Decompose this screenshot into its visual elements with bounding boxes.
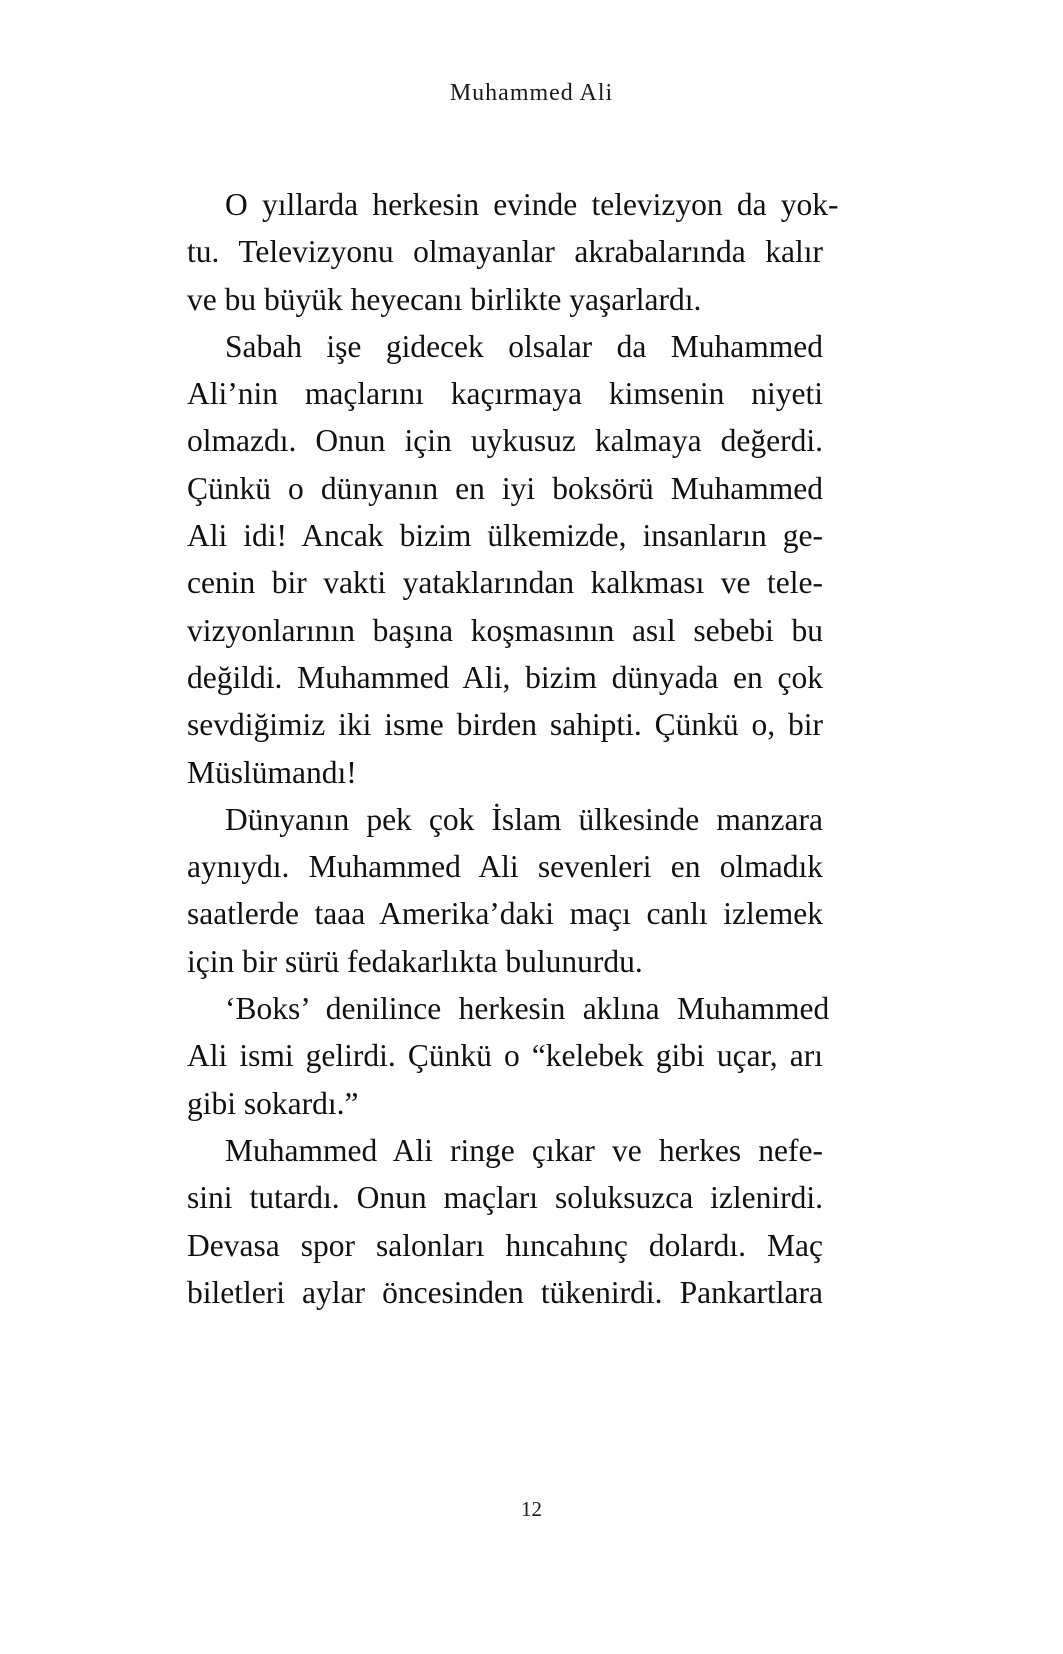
text-line: ‘Boks’ denilince herkesin aklına Muhammed bbox=[225, 991, 830, 1027]
text-line: Sabah işe gidecek olsalar da Muhammed bbox=[225, 328, 823, 364]
text-line: vizyonlarının başına koşmasının asıl sebebi bu bbox=[187, 612, 823, 648]
text-line: tu. Televizyonu olmayanlar akrabalarında kalır bbox=[187, 234, 823, 270]
text-line: Ali’nin maçlarını kaçırmaya kimsenin niyeti bbox=[187, 376, 823, 412]
text-line: Ali ismi gelirdi. Çünkü o “kelebek gibi uçar, arı bbox=[187, 1038, 823, 1074]
text-line: aynıydı. Muhammed Ali sevenleri en olmadık bbox=[187, 849, 823, 885]
page-number: 12 bbox=[521, 1497, 542, 1521]
text-line: Ali idi! Ancak bizim ülkemizde, insanların ge- bbox=[187, 518, 823, 554]
text-line: cenin bir vakti yataklarından kalkması ve tele- bbox=[187, 565, 823, 601]
text-line: sini tutardı. Onun maçları soluksuzca izlenirdi. bbox=[187, 1180, 823, 1216]
text-line: olmazdı. Onun için uykusuz kalmaya değerdi. bbox=[187, 423, 823, 459]
text-line: için bir sürü fedakarlıkta bulunurdu. bbox=[187, 943, 643, 979]
text-line: değildi. Muhammed Ali, bizim dünyada en çok bbox=[187, 659, 823, 695]
body-text bbox=[187, 181, 839, 1316]
text-line: O yıllarda herkesin evinde televizyon da yok- bbox=[225, 187, 839, 222]
text-line: Muhammed Ali ringe çıkar ve herkes nefe- bbox=[225, 1132, 823, 1168]
text-line: Devasa spor salonları hıncahınç dolardı. Maç bbox=[187, 1227, 823, 1263]
text-line: saatlerde taaa Amerika’daki maçı canlı izlemek bbox=[187, 896, 823, 932]
text-line: ve bu büyük heyecanı birlikte yaşarlardı. bbox=[187, 281, 702, 317]
text-line: biletleri aylar öncesinden tükenirdi. Pankartlara bbox=[187, 1274, 823, 1310]
text-line: Müslümandı! bbox=[187, 754, 357, 790]
text-line: sevdiğimiz iki isme birden sahipti. Çünkü o, bir bbox=[187, 707, 823, 743]
text-line: Dünyanın pek çok İslam ülkesinde manzara bbox=[225, 801, 823, 837]
running-head: Muhammed Ali bbox=[449, 80, 614, 106]
text-line: gibi sokardı.” bbox=[187, 1085, 359, 1121]
text-line: Çünkü o dünyanın en iyi boksörü Muhammed bbox=[187, 470, 823, 506]
